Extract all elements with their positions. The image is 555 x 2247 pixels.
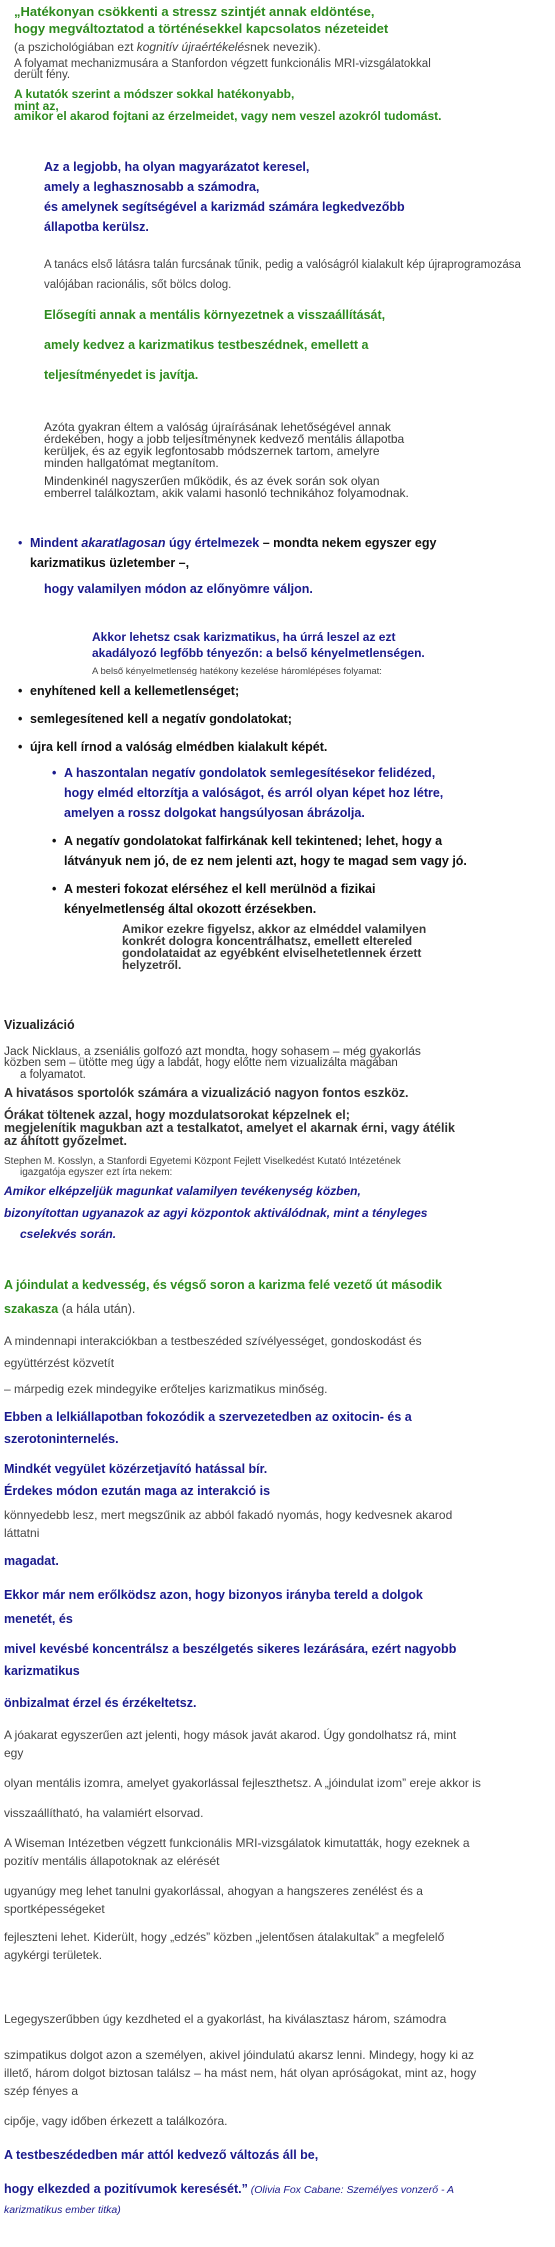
caption-line: A belső kényelmetlenség hatékony kezelése háromlépéses folyamat:	[92, 666, 382, 677]
bullet-item: • A haszontalan negatív gondolatok semlegesítésekor felidézed,	[64, 766, 435, 781]
paragraph-line: A tanács első látásra talán furcsának tűnik, pedig a valóságról kialakult kép újraprogramozása	[44, 259, 521, 271]
paragraph-line: Jack Nicklaus, a zseniális golfozó azt mondta, hogy sohasem – még gyakorlás	[4, 1044, 421, 1058]
highlight-line: A kutatók szerint a módszer sokkal hatékonyabb,	[14, 87, 295, 101]
highlight-line: szerotoninternelés.	[4, 1432, 119, 1446]
paragraph-line: érdekében, hogy a jobb teljesítménynek kedvező mentális állapotba	[44, 432, 405, 446]
paragraph-line: valójában racionális, sőt bölcs dolog.	[44, 279, 232, 291]
paragraph-line: Stephen M. Kosslyn, a Stanfordi Egyetemi Központ Fejlett Viselkedést Kutató Intézetének	[4, 1156, 401, 1167]
paragraph-line: szép fényes a	[4, 2084, 79, 2098]
highlight-line: teljesítményedet is javítja.	[44, 368, 199, 382]
highlight-line: A jóindulat a kedvesség, és végső soron a karizma felé vezető út második	[4, 1278, 442, 1292]
highlight-line: amely kedvez a karizmatikus testbeszédnek, emellett a	[44, 338, 369, 352]
paragraph-line: – márpedig ezek mindegyike erőteljes karizmatikus minőség.	[4, 1382, 328, 1396]
highlight-line: Ekkor már nem erőlködsz azon, hogy bizonyos irányba tereld a dolgok	[4, 1588, 423, 1602]
highlight-line: bizonyítottan ugyanazok az agyi központok aktiválódnak, mint a tényleges	[4, 1206, 428, 1220]
highlight-line: szakasza (a hála után).	[4, 1302, 136, 1316]
paragraph-line: A jóakarat egyszerűen azt jelenti, hogy mások javát akarod. Úgy gondolhatsz rá, mint	[4, 1728, 457, 1742]
paragraph-line: derült fény.	[14, 69, 71, 81]
paragraph-line: A mindennapi interakciókban a testbeszéded szívélyességet, gondoskodást és	[4, 1334, 422, 1348]
quote-line: hogy megváltoztatod a történésekkel kapcsolatos nézeteidet	[14, 21, 389, 36]
highlight-line: karizmatikus	[4, 1664, 80, 1678]
paragraph-line: sportképességeket	[4, 1902, 105, 1916]
paragraph-line: együttérzést közvetít	[4, 1356, 115, 1370]
paragraph-line: minden hallgatómat megtanítom.	[44, 456, 219, 470]
paragraph-line: A hivatásos sportolók számára a vizualizáció nagyon fontos eszköz.	[4, 1086, 409, 1100]
bullet-item: • enyhítened kell a kellemetlenséget;	[30, 684, 239, 699]
highlight-line: mint az,	[14, 99, 59, 113]
highlight-line: hogy elméd eltorzítja a valóságot, és arról olyan képet hoz létre,	[64, 786, 444, 800]
highlight-line: és amelynek segítségével a karizmád számára legkedvezőbb	[44, 200, 405, 214]
paragraph-line: agykérgi területek.	[4, 1948, 103, 1962]
paragraph-line: visszaállítható, ha valamiért elsorvad.	[4, 1806, 204, 1820]
bullet-item: • A mesteri fokozat elérséhez el kell merülnöd a fizikai	[64, 882, 375, 897]
paragraph-line: pozitív mentális állapotoknak az elérését	[4, 1854, 220, 1868]
highlight-line: Érdekes módon ezután maga az interakció is	[4, 1484, 271, 1498]
paragraph-line: (a pszichológiában ezt kognitív újraértékelésnek nevezik).	[14, 40, 321, 54]
bullet-item: • semlegesítened kell a negatív gondolatokat;	[30, 712, 292, 727]
quote-line: „Hatékonyan csökkenti a stressz szintjét annak eldöntése,	[14, 4, 375, 19]
highlight-line: amely a leghasznosabb a számodra,	[44, 180, 260, 194]
paragraph-line: igazgatója egyszer ezt írta nekem:	[20, 1167, 173, 1178]
paragraph-line: Órákat töltenek azzal, hogy mozdulatsorokat képzelnek el;	[4, 1108, 350, 1122]
section-heading: Vizualizáció	[4, 1018, 75, 1032]
highlight-line: akadályozó legfőbb tényezőn: a belső kényelmetlenségen.	[92, 646, 425, 660]
highlight-line: cselekvés során.	[20, 1227, 117, 1241]
highlight-line: önbizalmat érzel és érzékeltetsz.	[4, 1696, 197, 1710]
paragraph-line: illető, három dolgot biztosan találsz – ha mást nem, hát olyan apróságokat, mint az, hogy	[4, 2066, 477, 2080]
bullet-item: • A negatív gondolatokat falfirkának kell tekintened; lehet, hogy a	[64, 834, 442, 849]
paragraph-line: Legegyszerűbben úgy kezdheted el a gyakorlást, ha kiválasztasz három, számodra	[4, 2012, 447, 2026]
highlight-line: menetét, és	[4, 1612, 73, 1626]
citation-line: karizmatikus ember titka)	[4, 2204, 121, 2216]
bullet-continuation: karizmatikus üzletember –,	[30, 556, 190, 570]
paragraph-line: megjelenítik magukban azt a testalkatot, amelyet el akarnak érni, vagy átélik	[4, 1121, 455, 1135]
paragraph-line: szimpatikus dolgot azon a személyen, akivel jóindulatú akarsz lenni. Mindegy, hogy ki az	[4, 2048, 475, 2062]
paragraph-line: Mindenkinél nagyszerűen működik, és az évek során sok olyan	[44, 474, 380, 488]
highlight-line: amikor el akarod fojtani az érzelmeidet, vagy nem veszel azokról tudomást.	[14, 109, 442, 123]
highlight-line: hogy elkezded a pozitívumok keresését.” (Olivia Fox Cabane: Személyes vonzerő - A	[4, 2182, 455, 2196]
paragraph-line: Azóta gyakran éltem a valóság újraírásának lehetőségével annak	[44, 420, 391, 434]
bullet-item: • újra kell írnod a valóság elmédben kialakult képét.	[30, 740, 327, 755]
paragraph-line: gondolataidat az egyébként elviselhetetlennek érzett	[122, 946, 422, 960]
paragraph-line: fejleszteni lehet. Kiderült, hogy „edzés” közben „jelentősen átalakultak” a megfelelő	[4, 1930, 445, 1944]
highlight-line: Az a legjobb, ha olyan magyarázatot keresel,	[44, 160, 310, 174]
highlight-line: állapotba kerülsz.	[44, 220, 149, 234]
paragraph-line: láttatni	[4, 1526, 40, 1540]
highlight-line: Elősegíti annak a mentális környezetnek a visszaállítását,	[44, 308, 386, 322]
paragraph-line: könnyedebb lesz, mert megszűnik az abból fakadó nyomás, hogy kedvesnek akarod	[4, 1508, 453, 1522]
highlight-line: Amikor elképzeljük magunkat valamilyen tevékenység közben,	[4, 1184, 361, 1198]
paragraph-line: A folyamat mechanizmusára a Stanfordon végzett funkcionális MRI-vizsgálatokkal	[14, 58, 431, 70]
paragraph-line: Amikor ezekre figyelsz, akkor az elméddel valamilyen	[122, 922, 427, 936]
paragraph-line: A Wiseman Intézetben végzett funkcionális MRI-vizsgálatok kimutatták, hogy ezeknek a	[4, 1836, 470, 1850]
bullet-continuation: látványuk nem jó, de ez nem jelenti azt, hogy te magad sem vagy jó.	[64, 854, 467, 868]
highlight-line: A testbeszédedben már attól kedvező változás áll be,	[4, 2148, 319, 2162]
paragraph-line: konkrét dologra koncentrálhatsz, emellett eltereled	[122, 934, 413, 948]
paragraph-line: helyzetről.	[122, 958, 182, 972]
paragraph-line: kerüljek, és az egyik legfontosabb módszernek tartom, amelyre	[44, 444, 380, 458]
paragraph-line: emberrel találkoztam, akik valami hasonló technikához folyamodnak.	[44, 486, 409, 500]
paragraph-line: az áhított győzelmet.	[4, 1134, 127, 1148]
paragraph-line: ugyanúgy meg lehet tanulni gyakorlással, ahogyan a hangszeres zenélést és a	[4, 1884, 423, 1898]
paragraph-line: egy	[4, 1746, 24, 1760]
highlight-line: hogy valamilyen módon az előnyömre váljon.	[44, 582, 313, 596]
highlight-line: Akkor lehetsz csak karizmatikus, ha úrrá leszel az ezt	[92, 630, 396, 644]
paragraph-line: olyan mentális izomra, amelyet gyakorlással fejleszthetsz. A „jóindulat izom” ereje akkor is	[4, 1776, 481, 1790]
highlight-line: Ebben a lelkiállapotban fokozódik a szervezetedben az oxitocin- és a	[4, 1410, 412, 1424]
bullet-continuation: kényelmetlenség által okozott érzésekben.	[64, 902, 317, 916]
highlight-line: Mindkét vegyület közérzetjavító hatással bír.	[4, 1462, 268, 1476]
paragraph-line: a folyamatot.	[20, 1069, 86, 1081]
bullet-item: • Mindent akaratlagosan úgy értelmezek – mondta nekem egyszer egy	[30, 536, 436, 551]
paragraph-line: cipője, vagy időben érkezett a találkozóra.	[4, 2114, 228, 2128]
paragraph-line: közben sem – ütötte meg úgy a labdát, hogy előtte nem vizualizálta magában	[4, 1057, 398, 1069]
highlight-line: magadat.	[4, 1554, 59, 1568]
highlight-line: mivel kevésbé koncentrálsz a beszélgetés sikeres lezárására, ezért nagyobb	[4, 1642, 457, 1656]
highlight-line: amelyen a rossz dolgokat hangsúlyosan ábrázolja.	[64, 806, 365, 820]
